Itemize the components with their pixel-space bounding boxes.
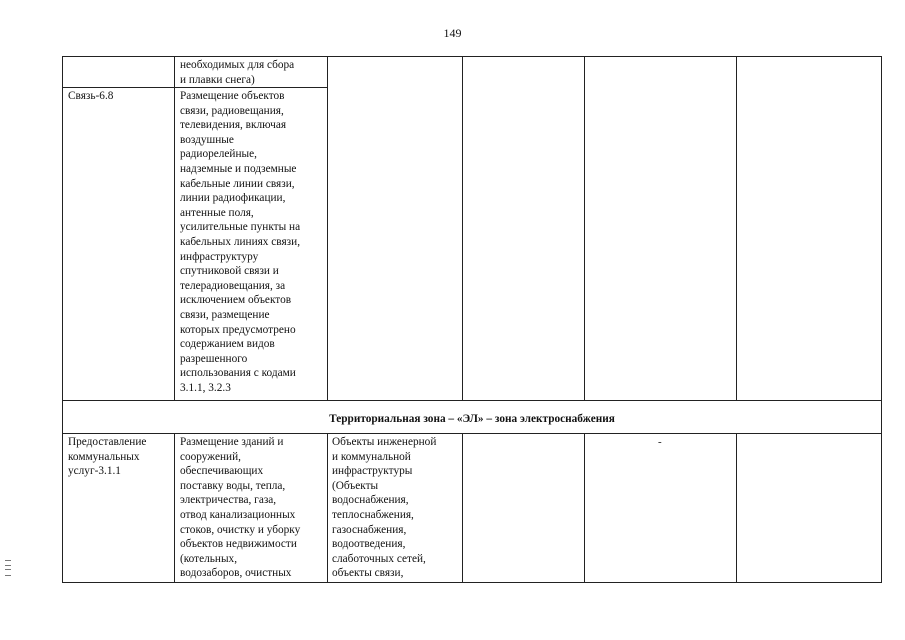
column-divider — [327, 433, 328, 583]
column-divider — [327, 56, 328, 400]
table-left-border — [62, 56, 63, 583]
column-divider — [736, 433, 737, 583]
utility-col5-dash: - — [658, 436, 662, 448]
column-divider — [736, 56, 737, 400]
row-divider — [62, 433, 882, 434]
table-bottom-border — [62, 582, 882, 583]
margin-mark — [5, 560, 11, 576]
zoning-table — [62, 56, 882, 583]
column-divider — [462, 433, 463, 583]
utility-description: Размещение зданий и сооружений, обеспечивающих поставку воды, тепла, электричества, газа, отвод канализационных стоков, очистку и уборку объектов недвижимости (котельных, водозаборов, очистных — [180, 436, 301, 580]
column-divider — [462, 56, 463, 400]
utility-objects: Объекты инженерной и коммунальной инфраструктуры (Объекты водоснабжения, теплоснабжения, газоснабжения, водоотведения, слаботочных сетей, объекты связи, — [332, 436, 437, 580]
svyaz-code: Связь-6.8 — [68, 90, 114, 102]
column-divider — [174, 56, 175, 400]
row-divider — [62, 400, 882, 401]
column-divider — [174, 433, 175, 583]
column-divider — [584, 56, 585, 400]
table-right-border — [881, 56, 882, 583]
zone-header-title: Территориальная зона – «ЭЛ» – зона электроснабжения — [329, 413, 615, 425]
table-top-border — [62, 56, 882, 57]
utility-code: Предоставление коммунальных услуг-3.1.1 — [68, 436, 147, 478]
continuation-description: необходимых для сбора и плавки снега) — [180, 59, 295, 86]
page-number: 149 — [443, 26, 462, 40]
column-divider — [584, 433, 585, 583]
svyaz-description: Размещение объектов связи, радиовещания, телевидения, включая воздушные радиорелейные, надземные и подземные кабельные линии связи, линии радиофикации, антенные поля, усилительные пункты на кабельных линиях связи, инфраструктуру спутниковой связи и телерадиовещания, за исключением объектов связи, размещение которых предусмотрено содержанием видов разрешенного использования с кодами 3.1.1, 3.2.3 — [180, 90, 301, 394]
